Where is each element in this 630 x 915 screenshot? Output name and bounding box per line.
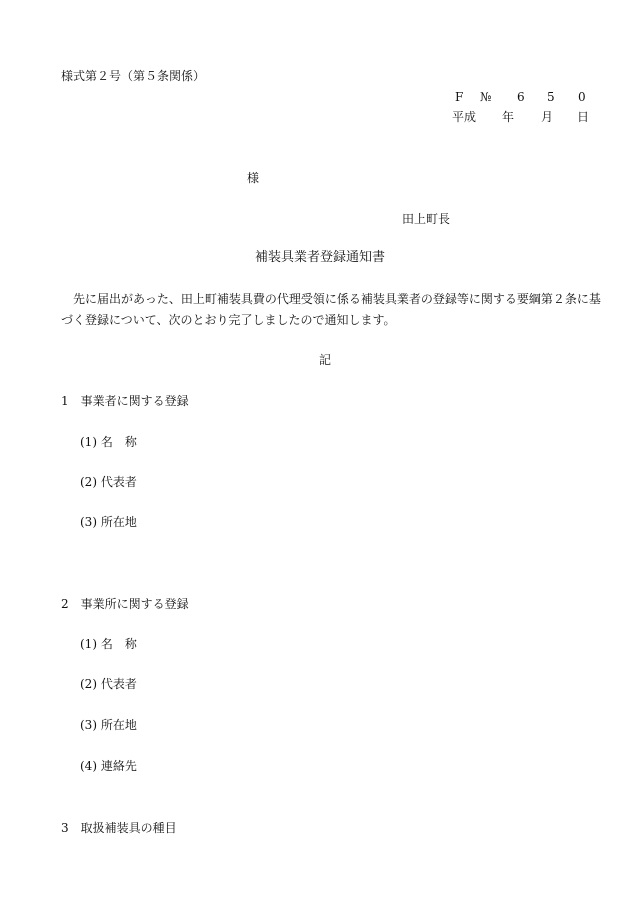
form-label: 様式第２号（第５条関係） — [61, 69, 206, 83]
date-era: 平成 — [452, 110, 477, 124]
section-2-item-contact: (4) 連絡先 — [80, 759, 137, 773]
recipient-suffix: 様 — [247, 171, 260, 185]
section-2-item-name: (1) 名 称 — [80, 637, 137, 651]
body-paragraph: 先に届出があった、田上町補装具費の代理受領に係る補装具業者の登録等に関する要綱第２条に基づく登録について、次のとおり完了しましたので通知します。 — [61, 292, 601, 327]
section-heading-1: 1 事業者に関する登録 — [61, 394, 189, 408]
section-1-item-address: (3) 所在地 — [80, 515, 137, 529]
date-line — [452, 111, 590, 125]
date-day: 日 — [577, 110, 590, 124]
issuer: 田上町長 — [402, 212, 451, 226]
section-2-item-representative: (2) 代表者 — [80, 677, 137, 691]
ki-label: 記 — [319, 353, 332, 367]
doc-number-no: № — [480, 90, 492, 104]
section-1-item-name: (1) 名 称 — [80, 435, 137, 449]
section-2-item-address: (3) 所在地 — [80, 718, 137, 732]
document-title: 補装具業者登録通知書 — [255, 250, 386, 265]
section-heading-3: 3 取扱補装具の種目 — [61, 821, 177, 835]
doc-number-digit-1: 6 — [517, 90, 525, 104]
section-1-item-representative: (2) 代表者 — [80, 475, 137, 489]
date-month: 月 — [541, 110, 554, 124]
date-year: 年 — [502, 110, 515, 124]
doc-number-f: F — [455, 90, 464, 104]
section-heading-2: 2 事業所に関する登録 — [61, 597, 189, 611]
doc-number-digit-3: 0 — [578, 90, 586, 104]
doc-number-digit-2: 5 — [547, 90, 555, 104]
document-number — [455, 91, 590, 105]
